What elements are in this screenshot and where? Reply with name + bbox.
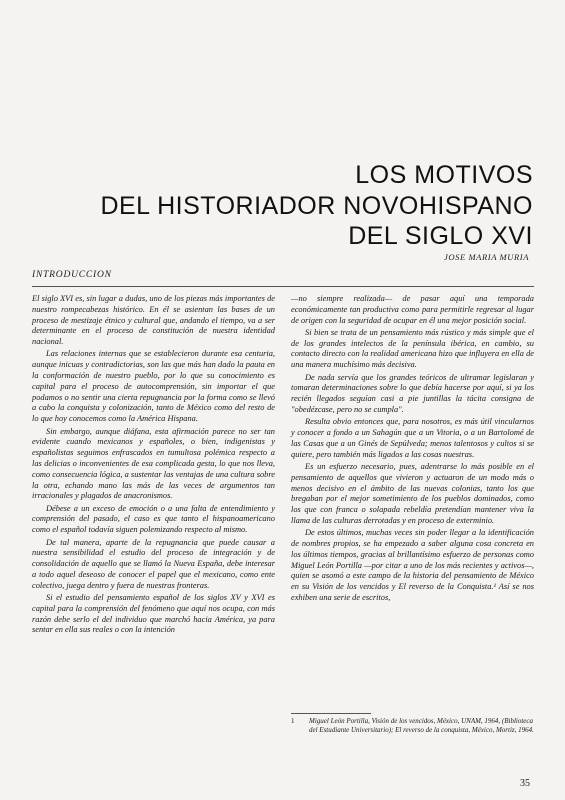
paragraph: De tal manera, aparte de la repugnancia que puede causar a nuestra sensibilidad el estudio del proceso de integración y de consolidación de aquello que se llamó la Nueva España, debe interesar a todo aquel deseoso de conocer el papel que el mexicano, como ente colectivo, juega dentro y fuera de nuestras fronteras. xyxy=(32,537,275,590)
footnote-number: 1 xyxy=(291,717,295,725)
right-text-column xyxy=(291,294,534,605)
article-title-line-1: LOS MOTIVOS xyxy=(355,161,533,189)
paragraph: Es un esfuerzo necesario, pues, adentrarse lo más posible en el pensamiento de aquellos que vivieron y actuaron de un modo más o menos decisivo en el ámbito de las nuevas colonias, tanto los que bregaban por el mejor sometimiento de los pueblos dominados, como los que con franca o solapada rebeldía pretendían mantener viva la llama de las culturas derrotadas y en proceso de exterminio. xyxy=(291,461,534,525)
paragraph: Si bien se trata de un pensamiento más rústico y más simple que el de los grandes intelectos de la península ibérica, en cambio, su contacto directo con la realidad americana hizo que influyera en ella de una manera muchísimo más decisiva. xyxy=(291,327,534,370)
author-name: JOSE MARIA MURIA xyxy=(444,252,529,262)
paragraph: Las relaciones internas que se establecieron durante esa centuria, aunque inicuas y contradictorias, son las que más han dado la pauta en la conformación de nuestro pueblo, por lo que su conocimiento es capital para el proceso de autocomprensión, sin importar el que podamos o no sentir una cierta repugnancia por la forma como se llevó a cabo la conquista y colonización, tanto de México como del resto de lo que hoy conocemos como la América Hispana. xyxy=(32,349,275,424)
paragraph: Débese a un exceso de emoción o a una falta de entendimiento y comprensión del pasado, el caso es que tanto el hispanoamericano como el español todavía siguen polemizando respecto al mismo. xyxy=(32,503,275,535)
article-title-line-2: DEL HISTORIADOR NOVOHISPANO xyxy=(100,192,533,220)
footnote-divider xyxy=(291,713,371,714)
paragraph: De estos últimos, muchas veces sin poder llegar a la identificación de nombres propios, se ha empezado a saber alguna cosa concreta en los últimos tiempos, gracias al brillantísimo esfuerzo de personas como Miguel León Portilla —por citar a uno de los más recientes y activos—, quien se asomó a este campo de la historia del pensamiento de México en su Visión de los vencidos y El reverso de la Conquista.¹ Así se nos exhiben una serie de escritos, xyxy=(291,528,534,603)
paragraph: El siglo XVI es, sin lugar a dudas, uno de los piezas más importantes de nuestro rompecabezas histórico. En él se asientan las bases de un proceso de mestizaje étnico y cultural que, andando el tiempo, va a ser determinante en el proceso de constitución de nuestra identidad nacional. xyxy=(32,294,275,347)
paragraph: —no siempre realizada— de pasar aquí una temporada económicamente tan productiva como para permitirle regresar al lugar de origen con la seguridad de ocupar en él una mejor posición social. xyxy=(291,294,534,325)
footnote xyxy=(291,717,534,734)
paragraph: Resulta obvio entonces que, para nosotros, es más útil vincularnos y conocer a fondo a un Sahagún que a un Vitoria, o a un Bartolomé de las Casas que a un Ginés de Sepúlveda; menos talentosos y cultos si se quiere, pero también más ligados a las cosas nuestras. xyxy=(291,417,534,459)
paragraph: De nada servía que los grandes teóricos de ultramar legislaran y tomaran determinaciones sobre lo que debía hacerse por aquí, si ya los recién llegados seguían casi a pie juntillas la tácita consigna de "obedézcase, pero no se cumpla". xyxy=(291,372,534,414)
article-title-line-3: DEL SIGLO XVI xyxy=(348,222,533,250)
section-heading: INTRODUCCION xyxy=(32,270,112,280)
paragraph: Sin embargo, aunque diáfana, esta afirmación parece no ser tan evidente cuando mexicanos y españoles, o bien, indigenistas y españolistas seguimos enfrascados en tumultosa polémica respecto a las delicias o inconvenientes de esa complicada gesta, lo que nos lleva, como consecuencia lógica, a sustentar las ventajas de una cultura sobre la otra, echando mano las más de las veces de argumentos tan irracionales y plagados de anacronismos. xyxy=(32,426,275,501)
paragraph: Si el estudio del pensamiento español de los siglos XV y XVI es capital para la comprensión del fenómeno que aquí nos ocupa, con más razón debe serlo el del individuo que marchó hacia América, ya para sentar en ella sus reales o con la intención xyxy=(32,593,275,635)
page-number: 35 xyxy=(520,778,530,789)
section-divider xyxy=(32,286,534,287)
left-text-column xyxy=(32,294,275,638)
footnote-text: Miguel León Portilla, Visión de los vencidos, México, UNAM, 1964, (Biblioteca del Estudiante Universitario); El reverso de la conquista, México, Mortiz, 1964. xyxy=(309,717,534,734)
